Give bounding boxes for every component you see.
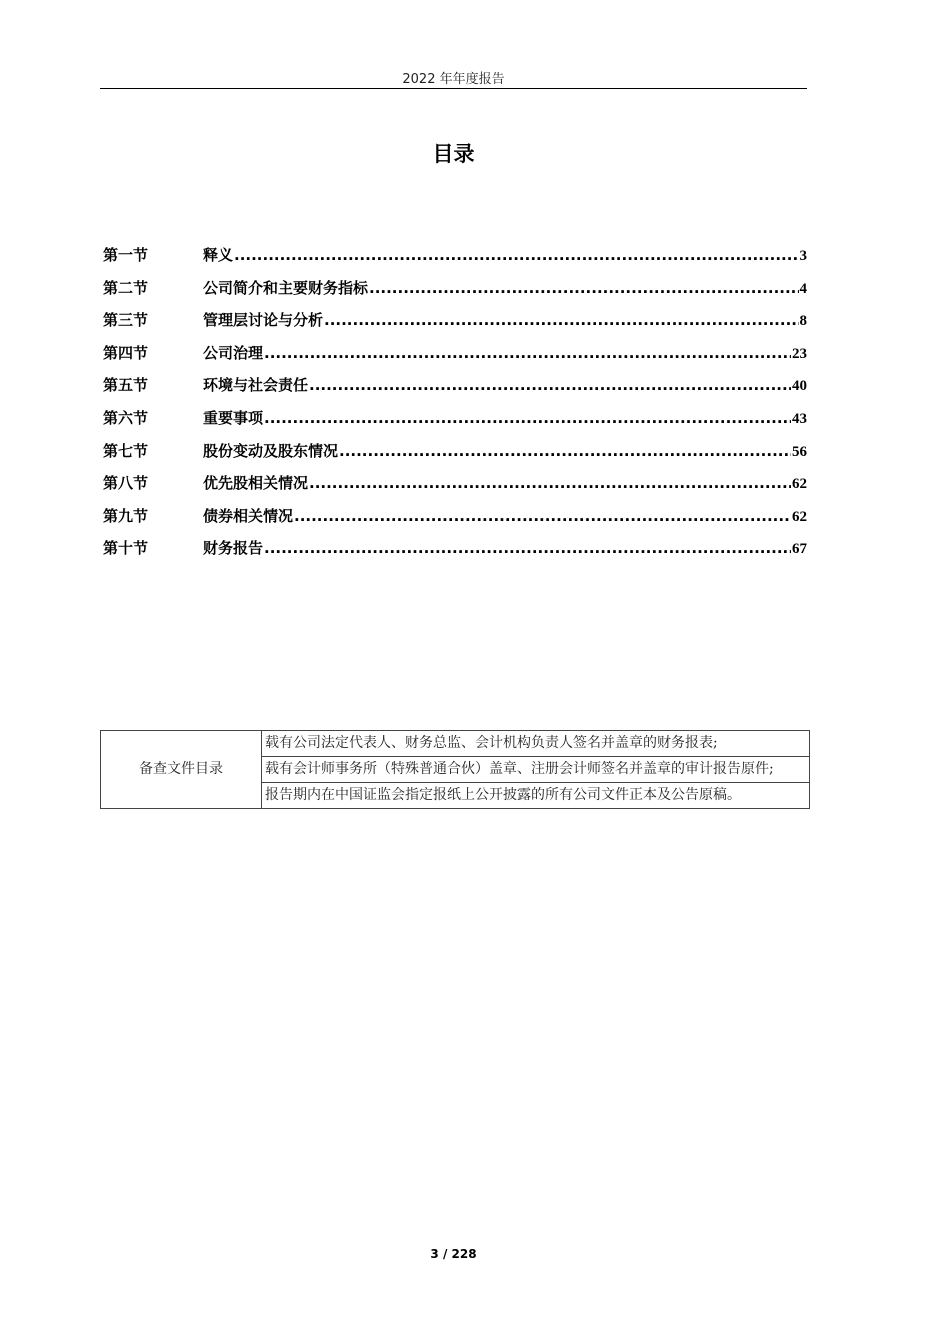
toc-section-number: 第十节 [103,539,149,558]
reference-document-item: 报告期内在中国证监会指定报纸上公开披露的所有公司文件正本及公告原稿。 [262,783,810,809]
toc-page-number: 23 [792,345,807,362]
toc-dot-leader [369,279,798,297]
toc-section-number: 第三节 [103,311,149,330]
reference-document-item: 载有会计师事务所（特殊普通合伙）盖章、注册会计师签名并盖章的审计报告原件; [262,757,810,783]
toc-section-title: 债券相关情况 [203,506,294,525]
page-header: 2022 年年度报告 [402,72,505,87]
toc-dot-leader [324,311,798,329]
toc-section-number: 第五节 [103,376,149,395]
toc-dot-leader [264,409,791,427]
reference-document-item: 载有公司法定代表人、财务总监、会计机构负责人签名并盖章的财务报表; [262,731,810,757]
toc-entry[interactable] [103,374,807,407]
toc-section-title: 重要事项 [203,408,264,427]
toc-section-title: 股份变动及股东情况 [203,441,339,460]
toc-dot-leader [339,442,791,460]
toc-section-number: 第六节 [103,408,149,427]
toc-section-number: 第八节 [103,474,149,493]
toc-section-title: 财务报告 [203,539,264,558]
toc-section-title: 环境与社会责任 [203,376,309,395]
header-divider [100,88,807,89]
table-of-contents [103,244,807,570]
toc-entry[interactable] [103,309,807,342]
toc-section-number: 第一节 [103,246,149,264]
toc-entry[interactable] [103,407,807,440]
toc-entry[interactable] [103,244,807,277]
toc-page-number: 62 [792,476,807,493]
reference-documents-label: 备查文件目录 [101,731,262,809]
toc-entry[interactable] [103,277,807,310]
toc-page-number: 43 [792,410,807,427]
toc-dot-leader [264,344,791,362]
toc-section-number: 第七节 [103,441,149,460]
toc-dot-leader [264,539,791,557]
toc-entry[interactable] [103,472,807,505]
toc-page-number: 3 [799,248,807,264]
toc-page-number: 67 [792,541,807,558]
toc-section-title: 公司治理 [203,343,264,362]
toc-section-title: 公司简介和主要财务指标 [203,278,369,297]
toc-section-title: 释义 [203,246,234,264]
toc-page-number: 62 [792,508,807,525]
toc-dot-leader [309,474,791,492]
toc-dot-leader [294,507,791,525]
page-number-footer: 3 / 228 [430,1247,477,1261]
toc-section-title: 管理层讨论与分析 [203,311,324,330]
toc-entry[interactable] [103,342,807,375]
toc-page-number: 8 [799,313,807,330]
toc-page-number: 40 [792,378,807,395]
toc-section-number: 第二节 [103,278,149,297]
document-title: 目录 [432,142,475,166]
toc-page-number: 4 [799,280,807,297]
reference-documents-table [100,730,810,809]
table-row [101,731,810,757]
toc-page-number: 56 [792,443,807,460]
toc-dot-leader [309,376,791,394]
toc-section-number: 第四节 [103,343,149,362]
toc-entry[interactable] [103,505,807,538]
toc-section-title: 优先股相关情况 [203,474,309,493]
toc-entry[interactable] [103,440,807,473]
toc-dot-leader [234,246,798,264]
toc-entry[interactable] [103,537,807,570]
toc-section-number: 第九节 [103,506,149,525]
